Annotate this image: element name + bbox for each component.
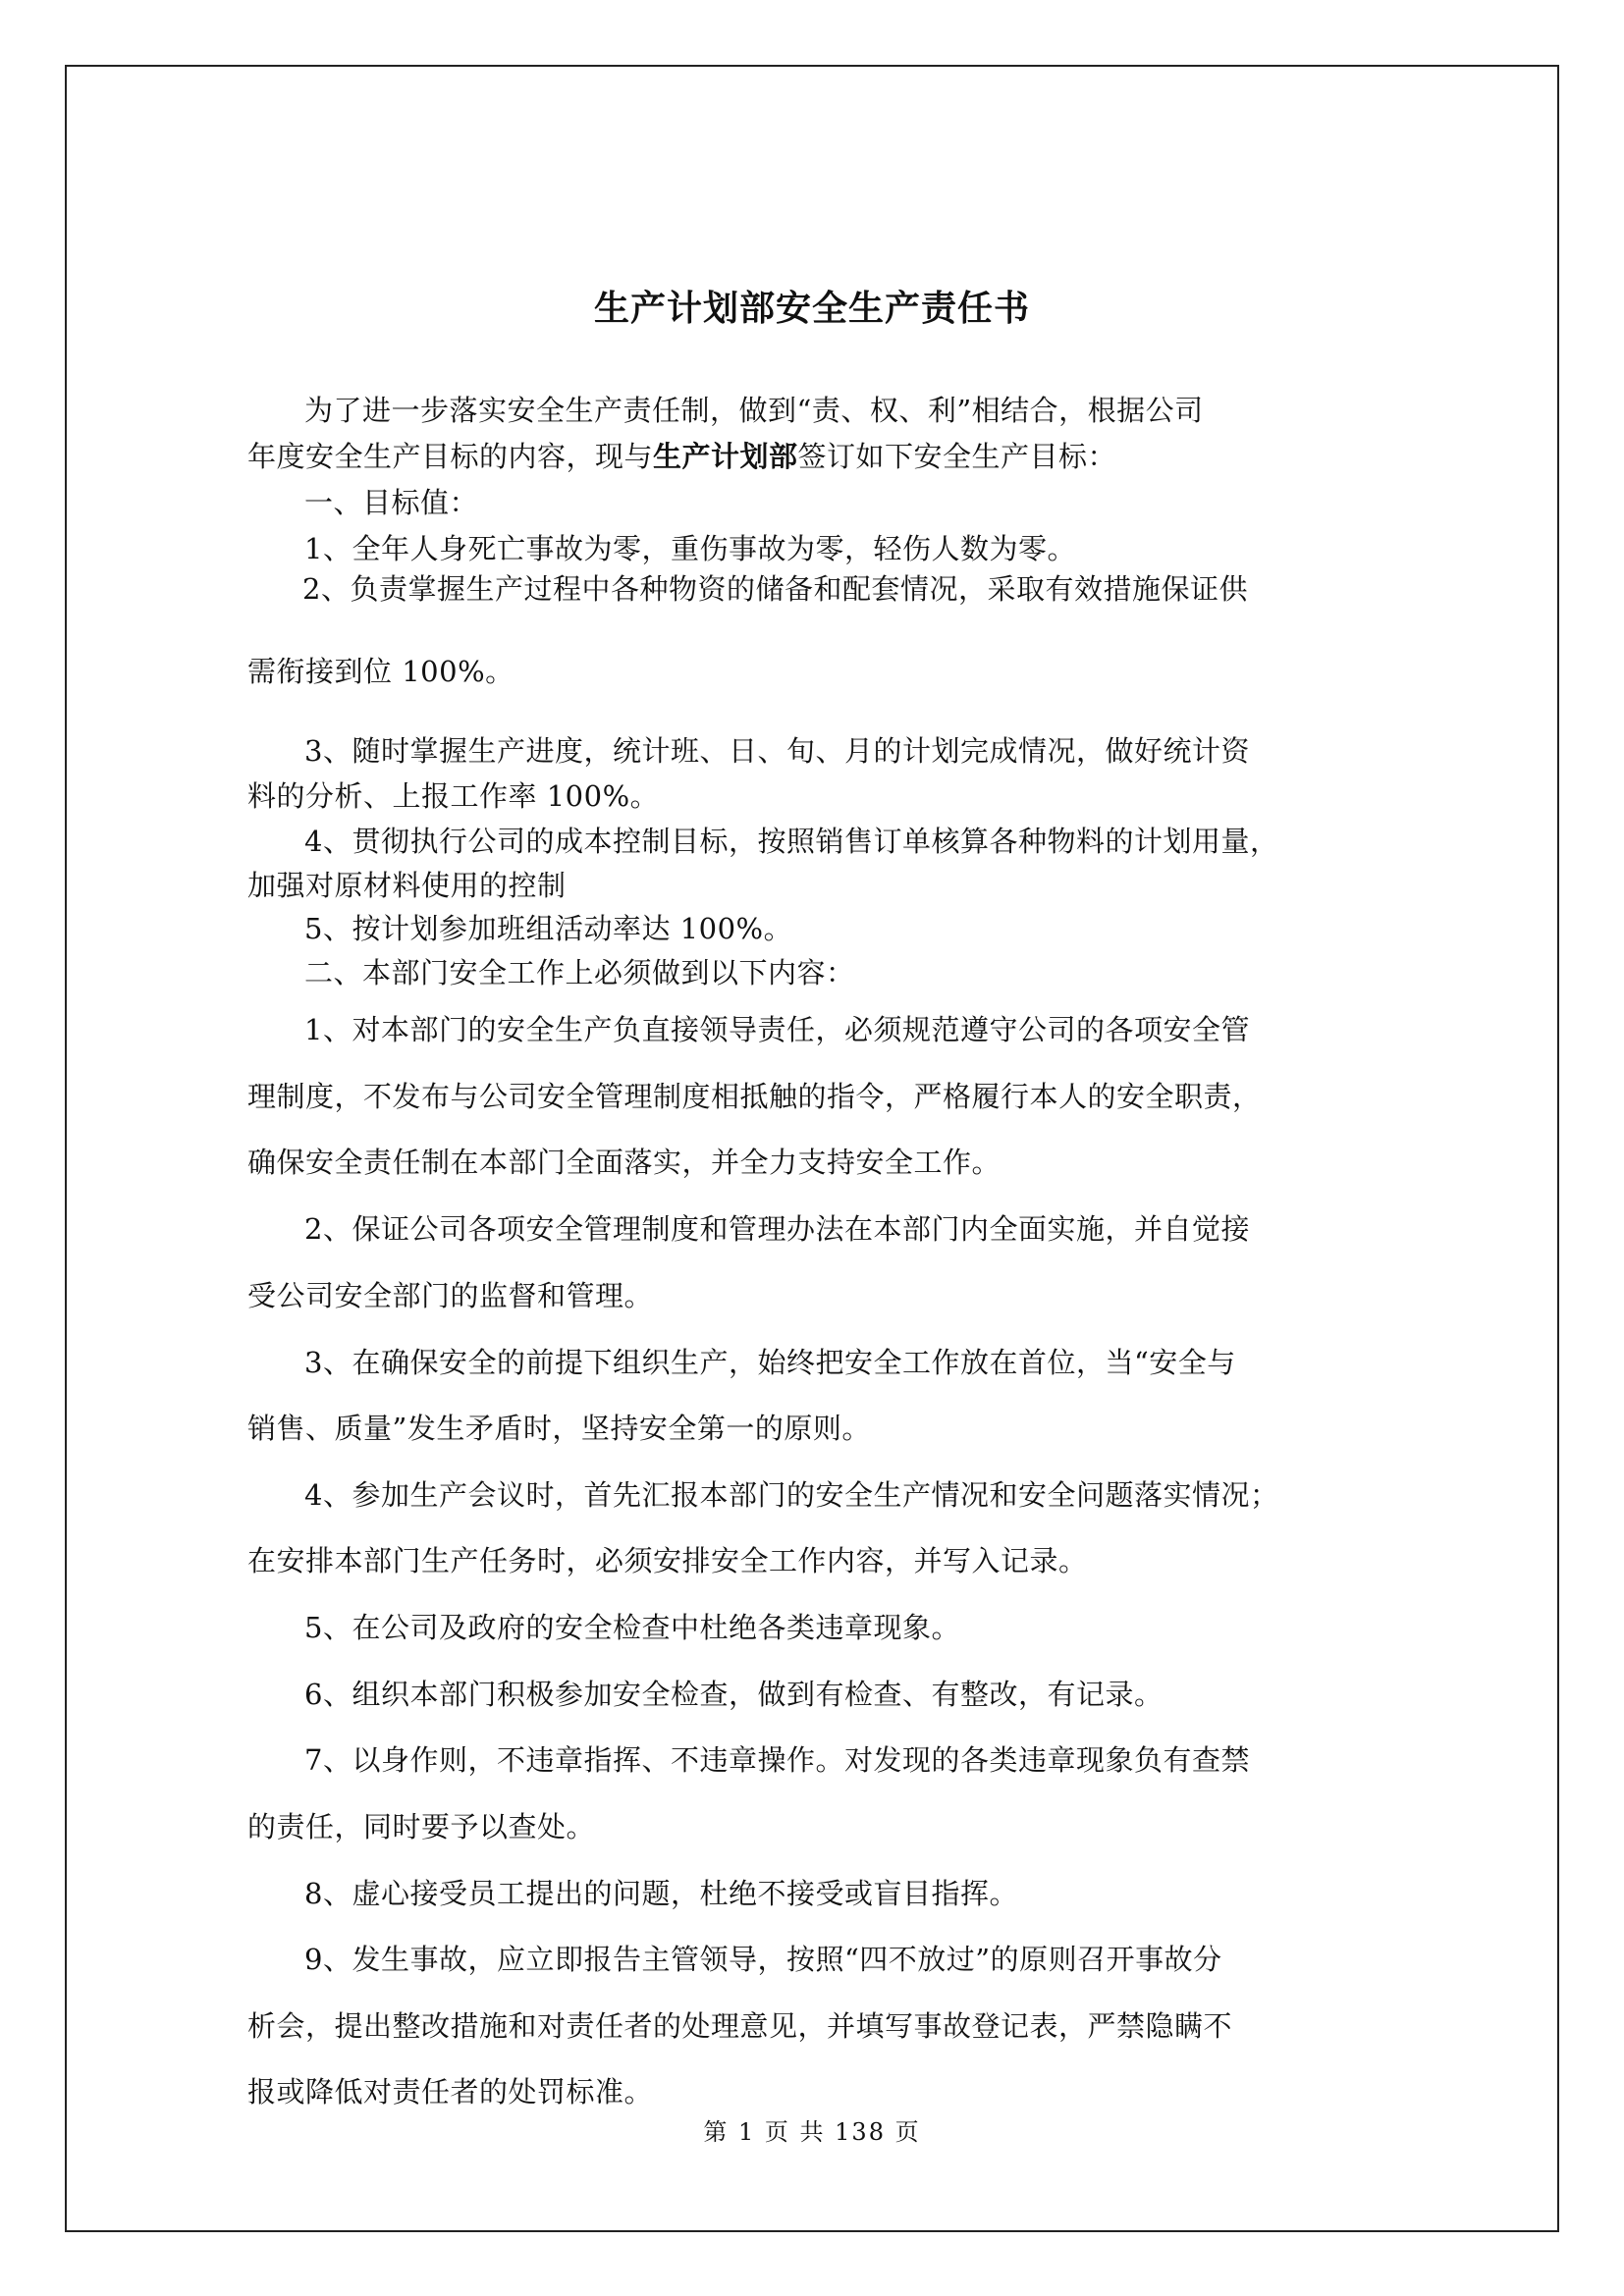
section1-heading: 一、目标值：: [304, 486, 479, 519]
section2-item7-line1: 7、以身作则，不违章指挥、不违章操作。对发现的各类违章现象负有查禁: [304, 1743, 1250, 1777]
section2-item9-line3: 报或降低对责任者的处罚标准。: [247, 2075, 654, 2109]
section2-item2-line1: 2、保证公司各项安全管理制度和管理办法在本部门内全面实施，并自觉接: [304, 1212, 1250, 1246]
intro-line-1: 为了进一步落实安全生产责任制，做到“责、权、利”相结合，根据公司: [304, 394, 1204, 427]
section2-item1-line2: 理制度，不发布与公司安全管理制度相抵触的指令，严格履行本人的安全职责，: [247, 1080, 1262, 1113]
section2-item4-line1: 4、参加生产会议时，首先汇报本部门的安全生产情况和安全问题落实情况；: [304, 1478, 1279, 1512]
section1-item4-line1: 4、贯彻执行公司的成本控制目标，按照销售订单核算各种物料的计划用量，: [304, 825, 1279, 858]
intro-line-2-post: 签订如下安全生产目标：: [797, 440, 1117, 473]
section2-item9-line2: 析会，提出整改措施和对责任者的处理意见，并填写事故登记表，严禁隐瞒不: [247, 2009, 1233, 2043]
section2-item3-line1: 3、在确保安全的前提下组织生产，始终把安全工作放在首位，当“安全与: [304, 1346, 1236, 1379]
section1-item5: 5、按计划参加班组活动率达 100%。: [304, 912, 793, 945]
page-number-footer: 第 1 页 共 138 页: [703, 2118, 921, 2146]
section1-item2-line2: 需衔接到位 100%。: [247, 655, 514, 688]
section2-item1-line1: 1、对本部门的安全生产负直接领导责任，必须规范遵守公司的各项安全管: [304, 1013, 1250, 1046]
section1-item4-line2: 加强对原材料使用的控制: [247, 869, 567, 902]
section2-item3-line2: 销售、质量”发生矛盾时，坚持安全第一的原则。: [247, 1412, 871, 1445]
section2-item6: 6、组织本部门积极参加安全检查，做到有检查、有整改，有记录。: [304, 1678, 1164, 1711]
section2-item8: 8、虚心接受员工提出的问题，杜绝不接受或盲目指挥。: [304, 1877, 1018, 1910]
section1-item1: 1、全年人身死亡事故为零，重伤事故为零，轻伤人数为零。: [304, 532, 1076, 565]
section1-item3-line1: 3、随时掌握生产进度，统计班、日、旬、月的计划完成情况，做好统计资: [304, 734, 1250, 768]
section2-heading: 二、本部门安全工作上必须做到以下内容：: [304, 956, 855, 989]
section2-item9-line1: 9、发生事故，应立即报告主管领导，按照“四不放过”的原则召开事故分: [304, 1943, 1222, 1976]
intro-line-2-pre: 年度安全生产目标的内容，现与: [247, 440, 654, 473]
section2-item5: 5、在公司及政府的安全检查中杜绝各类违章现象。: [304, 1611, 960, 1644]
section1-item2-line1: 2、负责掌握生产过程中各种物资的储备和配套情况，采取有效措施保证供: [302, 572, 1248, 606]
section2-item7-line2: 的责任，同时要予以查处。: [247, 1810, 596, 1843]
intro-line-2: [247, 439, 1116, 474]
section2-item2-line2: 受公司安全部门的监督和管理。: [247, 1279, 654, 1312]
document-title: 生产计划部安全生产责任书: [593, 289, 1030, 329]
section1-item3-line2: 料的分析、上报工作率 100%。: [247, 779, 660, 813]
section2-item1-line3: 确保安全责任制在本部门全面落实，并全力支持安全工作。: [247, 1146, 1001, 1179]
section2-item4-line2: 在安排本部门生产任务时，必须安排安全工作内容，并写入记录。: [247, 1544, 1088, 1577]
department-name: 生产计划部: [653, 440, 798, 473]
